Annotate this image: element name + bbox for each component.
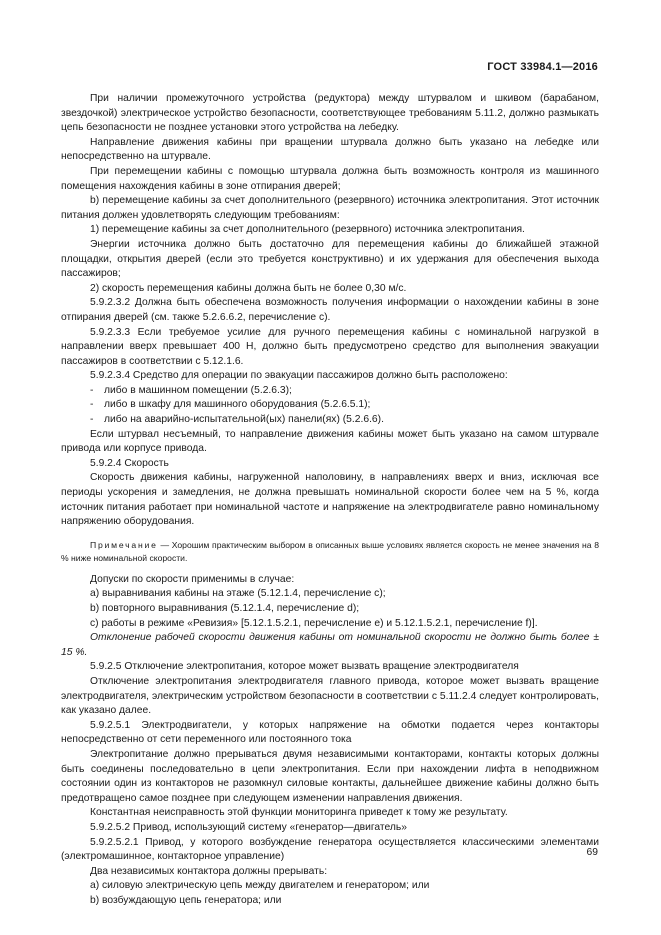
- paragraph: 2) скорость перемещения кабины должна быть не более 0,30 м/с.: [90, 282, 407, 294]
- clause-5-9-2-4-heading: 5.9.2.4 Скорость: [90, 457, 169, 469]
- note: [61, 539, 599, 565]
- list-item: - либо в машинном помещении (5.2.6.3);: [61, 384, 599, 399]
- paragraph: Если штурвал несъемный, то направление движения кабины может быть указано на самом штурвале привода или корпусе привода.: [61, 428, 599, 455]
- paragraph: При наличии промежуточного устройства (редуктора) между штурвалом и шкивом (барабаном, звездочкой) электрическое устройство безопасности, соответствующее требованиям 5.11.2, должно размыкать цепь безопасности не позднее установки этого устройства на лебедку.: [61, 93, 599, 134]
- page-number: 69: [586, 847, 598, 858]
- clause-5-9-2-3-2: 5.9.2.3.2 Должна быть обеспечена возможность получения информации о нахождении кабины в зоне отпирания дверей (см. также 5.2.6.6.2, перечисление с).: [61, 297, 599, 323]
- note-label: Примечание: [90, 539, 158, 550]
- document-body: [61, 92, 599, 908]
- paragraph: Направление движения кабины при вращении штурвала должно быть указано на лебедке или непосредственно на штурвале.: [61, 136, 599, 163]
- list-item: а) силовую электрическую цепь между двигателем и генератором; или: [90, 880, 430, 892]
- clause-5-9-2-3-3: 5.9.2.3.3 Если требуемое усилие для ручного перемещения кабины с номинальной нагрузкой в направлении вверх превышает 400 Н, должно быть предусмотрено средство для выполнения эвакуации пассажиров в соответствии с 5.12.1.6.: [61, 326, 599, 367]
- clause-5-9-2-5-2: 5.9.2.5.2 Привод, использующий систему «генератор—двигатель»: [90, 821, 407, 833]
- paragraph: Электропитание должно прерываться двумя независимыми контакторами, контакты которых должны быть соединены последовательно в цепи электропитания. Если при нахождении лифта в неподвижном состоянии один из контакторов не разомкнул силовые контакты, дальнейшее движение кабины должно быть предотвращено самое позднее при следующем изменении направления движения.: [61, 748, 599, 804]
- list-dash: -: [90, 399, 94, 411]
- paragraph: Скорость движения кабины, нагруженной наполовину, в направлениях вверх и вниз, исключая все периоды ускорения и замедления, не должна превышать номинальной скорости более чем на 5 %, когда источник питания работает при номинальной частоте и напряжение на электродвигателе равно номинальному напряжению оборудования.: [61, 472, 599, 528]
- list-item: a) выравнивания кабины на этаже (5.12.1.4, перечисление с);: [90, 588, 386, 600]
- list-dash: -: [90, 414, 94, 426]
- list-dash: -: [90, 384, 94, 396]
- paragraph: b) перемещение кабины за счет дополнительного (резервного) источника электропитания. Этот источник питания должен удовлетворять следующим требованиям:: [61, 195, 599, 221]
- paragraph: При перемещении кабины с помощью штурвала должна быть возможность контроля из машинного помещения нахождения кабины в зоне отпирания дверей;: [61, 165, 599, 192]
- paragraph: Два независимых контактора должны прерывать:: [90, 865, 328, 877]
- clause-5-9-2-3-4: 5.9.2.3.4 Средство для операции по эвакуации пассажиров должно быть расположено:: [90, 370, 508, 382]
- clause-5-9-2-5-2-1: 5.9.2.5.2.1 Привод, у которого возбуждение генератора осуществляется классическими элементами (электромашинное, контакторное управление): [61, 836, 599, 863]
- note-text: — Хорошим практическим выбором в описанных выше условиях является скорость не менее значения на 8 % ниже номинальной скорости.: [61, 539, 599, 563]
- paragraph: Допуски по скорости применимы в случае:: [90, 573, 295, 585]
- paragraph: Константная неисправность этой функции мониторинга приведет к тому же результату.: [90, 807, 508, 819]
- list-item: b) возбуждающую цепь генератора; или: [90, 894, 282, 906]
- clause-5-9-2-5-1: 5.9.2.5.1 Электродвигатели, у которых напряжение на обмотки подается через контакторы непосредственно от сети переменного или постоянного тока: [61, 719, 599, 746]
- list-item: - либо на аварийно-испытательной(ых) панели(ях) (5.2.6.6).: [61, 413, 599, 428]
- clause-5-9-2-5-heading: 5.9.2.5 Отключение электропитания, которое может вызвать вращение электродвигателя: [90, 661, 519, 673]
- standard-header: ГОСТ 33984.1—2016: [487, 61, 598, 73]
- list-item: b) повторного выравнивания (5.12.1.4, перечисление d);: [90, 603, 360, 614]
- italic-paragraph: Отклонение рабочей скорости движения кабины от номинальной скорости не должно быть более ± 15 %.: [61, 632, 599, 658]
- paragraph: 1) перемещение кабины за счет дополнительного (резервного) источника электропитания.: [90, 224, 525, 236]
- paragraph: Энергии источника должно быть достаточно для перемещения кабины до ближайшей этажной площадки, открытия дверей (если это требуется конструктивно) и их удержания для обеспечения выхода пассажиров;: [61, 238, 599, 280]
- list-item: - либо в шкафу для машинного оборудования (5.2.6.5.1);: [61, 398, 599, 413]
- list-item: с) работы в режиме «Ревизия» [5.12.1.5.2.1, перечисление е) и 5.12.1.5.2.1, перечисление f)].: [90, 617, 538, 629]
- paragraph: Отключение электропитания электродвигателя главного привода, которое может вызвать вращение электродвигателя, электрическим устройством безопасности в соответствии с 5.11.2.4 следует контролировать, как указано далее.: [61, 675, 599, 717]
